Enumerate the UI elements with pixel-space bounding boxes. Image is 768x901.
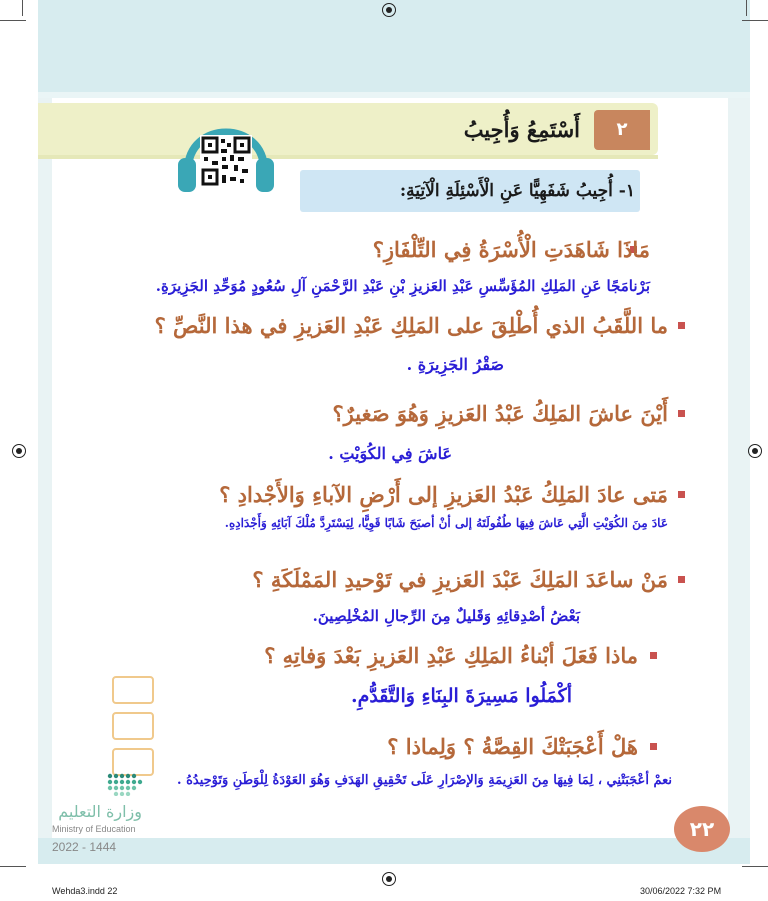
top-strip bbox=[38, 92, 750, 98]
bullet-icon bbox=[678, 322, 685, 329]
trim-mark bbox=[0, 20, 26, 21]
section-number-badge: ٢ bbox=[594, 110, 650, 150]
trim-mark bbox=[22, 0, 23, 16]
answer-text: عَاشَ فِي الكُوَيْتِ . bbox=[328, 444, 452, 463]
ministry-name-arabic: وزارة التعليم bbox=[58, 802, 142, 821]
ministry-name-english: Ministry of Education bbox=[52, 824, 136, 834]
right-band bbox=[728, 98, 750, 838]
trim-mark bbox=[746, 0, 747, 16]
answer-text: صَقْرُ الجَزِيرَةِ . bbox=[406, 355, 504, 374]
question-text: ماذا فَعَلَ أبْناءُ المَلِكِ عَبْدِ العَزيزِ بَعْدَ وَفاتِهِ ؟ bbox=[264, 643, 638, 668]
answer-text: بَرْنامَجًا عَنِ المَلِكِ المُؤَسِّسِ عَبْدِ العَزيزِ بْنِ عَبْدِ الرَّحْمَنِ آلِ سُعُودٍ مُوَحِّدِ الجَزِيرَةِ. bbox=[155, 277, 650, 295]
answer-text: نعمْ أعْجَبَتْنِي ، لِمَا فِيهَا مِنَ العَزِيمَةِ وَالإصْرَارِ عَلَى تَحْقِيقِ الهَدَفِ وَهُوَ العَوْدَةُ لِلْوَطَنِ وَتَوْحِيدُهُ . bbox=[177, 773, 672, 788]
decorative-box bbox=[112, 712, 154, 740]
decorative-boxes bbox=[112, 676, 152, 774]
decorative-box bbox=[112, 676, 154, 704]
question-group-label: ١- أُجِيبُ شَفَهِيًّا عَنِ الْأَسْئِلَةِ الْآتِيَةِ: bbox=[399, 181, 635, 201]
bullet-icon bbox=[650, 743, 657, 750]
bottom-band bbox=[38, 838, 750, 864]
question-text: مَاذَا شَاهَدَتِ الْأُسْرَةُ فِي التِّلْفَازِ؟ bbox=[372, 237, 650, 262]
bullet-icon bbox=[678, 491, 685, 498]
footer-date: 30/06/2022 7:32 PM bbox=[640, 886, 722, 896]
footer-file-name: Wehda3.indd 22 bbox=[52, 886, 118, 896]
registration-mark-icon bbox=[382, 872, 396, 886]
registration-mark-icon bbox=[12, 444, 26, 458]
question-text: أَيْنَ عاشَ المَلِكُ عَبْدُ العَزيزِ وَهُوَ صَغيرٌ؟ bbox=[332, 401, 668, 426]
section-title: أَسْتَمِعُ وَأُجِيبُ bbox=[463, 117, 580, 142]
bullet-icon bbox=[678, 410, 685, 417]
bullet-icon bbox=[650, 652, 657, 659]
registration-mark-icon bbox=[382, 3, 396, 17]
trim-mark bbox=[742, 20, 768, 21]
qr-code-icon[interactable] bbox=[200, 135, 252, 187]
bullet-icon bbox=[678, 576, 685, 583]
trim-mark bbox=[0, 866, 26, 867]
section-header-underline bbox=[38, 155, 658, 159]
page-number-badge: ٢٢ bbox=[674, 806, 730, 852]
question-text: مَنْ ساعَدَ المَلِكَ عَبْدَ العَزيزِ في تَوْحيدِ المَمْلَكَةِ ؟ bbox=[252, 567, 668, 592]
edition-year: 2022 - 1444 bbox=[52, 840, 117, 854]
answer-text: عَادَ مِنَ الكُوَيْتِ الَّتِي عَاشَ فِيهَا طُفُولَتَهُ إلى أنْ أصبَحَ شَابًا قَوِيًّا، لِيَسْتَرِدَّ مُلْكَ آبَائِهِ وَأَجْدَادِهِ. bbox=[224, 516, 668, 530]
registration-mark-icon bbox=[748, 444, 762, 458]
left-band bbox=[38, 98, 52, 838]
question-text: هَلْ أَعْجَبَتْكَ القِصَّةُ ؟ وَلِماذا ؟ bbox=[387, 734, 638, 759]
question-text: مَتى عادَ المَلِكُ عَبْدُ العَزيزِ إلى أَرْضِ الآباءِ وَالأَجْدادِ ؟ bbox=[219, 482, 668, 507]
ministry-logo-icon bbox=[106, 772, 148, 796]
question-text: ما اللَّقَبُ الذي أُطْلِقَ على المَلِكِ عَبْدِ العَزيزِ في هذا النَّصِّ ؟ bbox=[154, 313, 668, 338]
trim-mark bbox=[742, 866, 768, 867]
answer-text: أكْمَلُوا مَسِيرَةَ البِنَاءِ وَالتَّقَدُّمِ. bbox=[350, 685, 572, 707]
answer-text: بَعْضُ أصْدِقائِهِ وَقَليلٌ مِنَ الرِّجالِ المُخْلِصِينَ. bbox=[312, 607, 580, 625]
